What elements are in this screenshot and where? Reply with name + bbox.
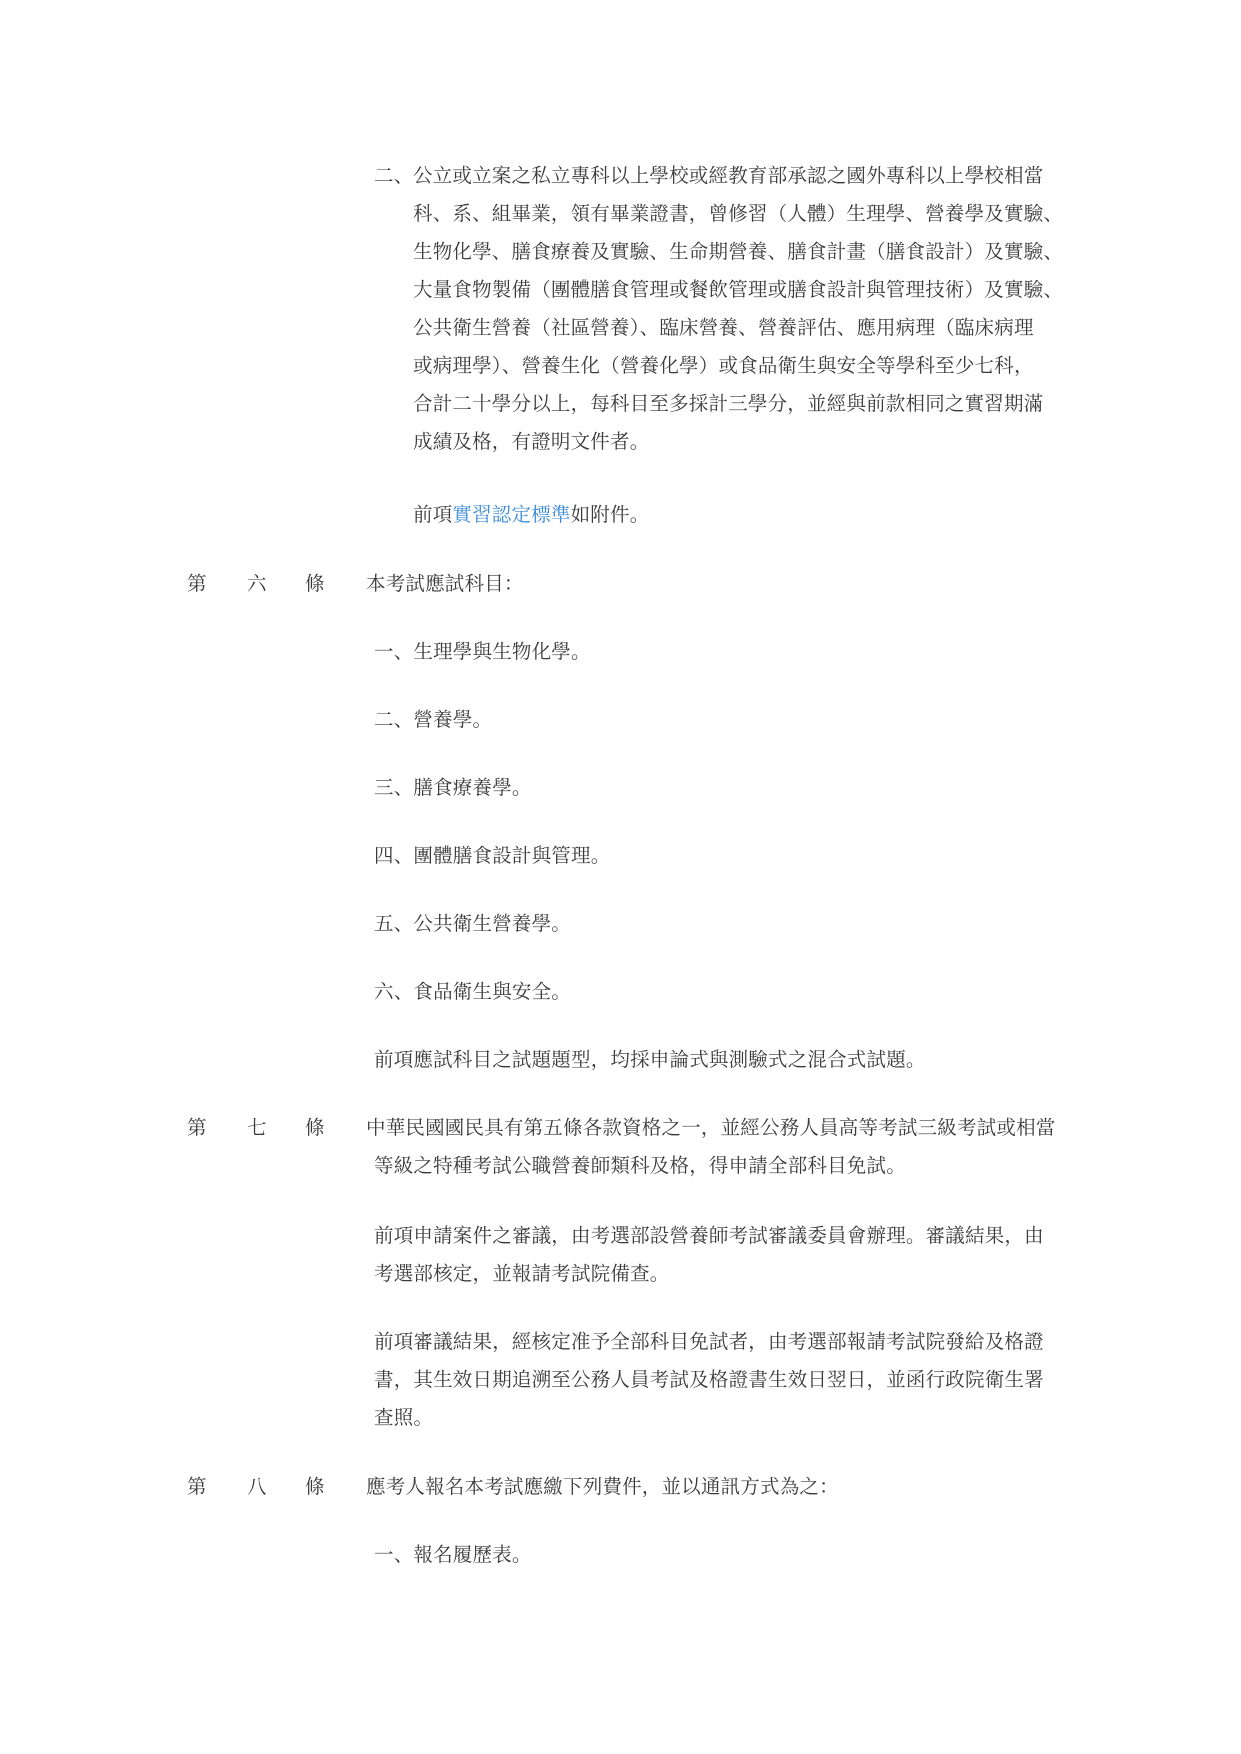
article-6-note: 前項應試科目之試題題型，均採申論式與測驗式之混合式試題。 — [374, 1048, 926, 1071]
item-text-line: 合計二十學分以上，每科目至多採計三學分，並經與前款相同之實習期滿 — [413, 392, 1044, 415]
subject-item: 五、公共衛生營養學。 — [374, 912, 572, 935]
article-label-char: 八 — [247, 1475, 267, 1498]
article-label-char: 六 — [247, 572, 267, 595]
practice-standard-link[interactable]: 實習認定標準 — [452, 503, 571, 526]
article-7-para3-line: 前項審議結果，經核定准予全部科目免試者，由考選部報請考試院發給及格證 — [374, 1330, 1044, 1353]
article-label-char: 第 — [187, 1116, 207, 1139]
item-text-line: 生物化學、膳食療養及實驗、生命期營養、膳食計畫（膳食設計）及實驗、 — [413, 240, 1064, 263]
article-label-char: 第 — [187, 1475, 207, 1498]
article-label-char: 條 — [305, 1116, 325, 1139]
subject-item: 三、膳食療養學。 — [374, 776, 532, 799]
item-text-line: 科、系、組畢業，領有畢業證書，曾修習（人體）生理學、營養學及實驗、 — [413, 202, 1064, 225]
item-text-line: 大量食物製備（團體膳食管理或餐飲管理或膳食設計與管理技術）及實驗、 — [413, 278, 1064, 301]
article-7-para3-line: 查照。 — [374, 1406, 434, 1429]
article-label-char: 條 — [305, 1475, 325, 1498]
item-text-line: 成績及格，有證明文件者。 — [413, 430, 650, 453]
article-8-intro: 應考人報名本考試應繳下列費件，並以通訊方式為之： — [366, 1475, 839, 1498]
article-7-para3-line: 書，其生效日期追溯至公務人員考試及格證書生效日翌日，並函行政院衛生署 — [374, 1368, 1044, 1391]
article-7-para2-line: 前項申請案件之審議，由考選部設營養師考試審議委員會辦理。審議結果，由 — [374, 1224, 1044, 1247]
item-marker: 二、 — [374, 164, 414, 187]
item-text-line: 公立或立案之私立專科以上學校或經教育部承認之國外專科以上學校相當 — [413, 164, 1044, 187]
article-7-para2-line: 考選部核定，並報請考試院備查。 — [374, 1262, 670, 1285]
article-label-char: 第 — [187, 572, 207, 595]
article-6-intro: 本考試應試科目： — [366, 572, 524, 595]
note-text-before: 前項 — [413, 503, 453, 526]
document-item: 一、報名履歷表。 — [374, 1543, 532, 1566]
article-7-para1-line: 等級之特種考試公職營養師類科及格，得申請全部科目免試。 — [374, 1154, 906, 1177]
article-7-para1-line: 中華民國國民具有第五條各款資格之一，並經公務人員高等考試三級考試或相當 — [366, 1116, 1056, 1139]
paragraph-note — [413, 496, 649, 534]
subject-item: 四、團體膳食設計與管理。 — [374, 844, 611, 867]
item-text-line: 或病理學）、營養生化（營養化學）或食品衛生與安全等學科至少七科， — [413, 354, 1034, 377]
note-text-after: 如附件。 — [570, 503, 650, 526]
item-text-line: 公共衛生營養（社區營養）、臨床營養、營養評估、應用病理（臨床病理 — [413, 316, 1034, 339]
article-label-char: 條 — [305, 572, 325, 595]
subject-item: 一、生理學與生物化學。 — [374, 640, 591, 663]
subject-item: 六、食品衛生與安全。 — [374, 980, 572, 1003]
article-label-char: 七 — [247, 1116, 267, 1139]
subject-item: 二、營養學。 — [374, 708, 493, 731]
